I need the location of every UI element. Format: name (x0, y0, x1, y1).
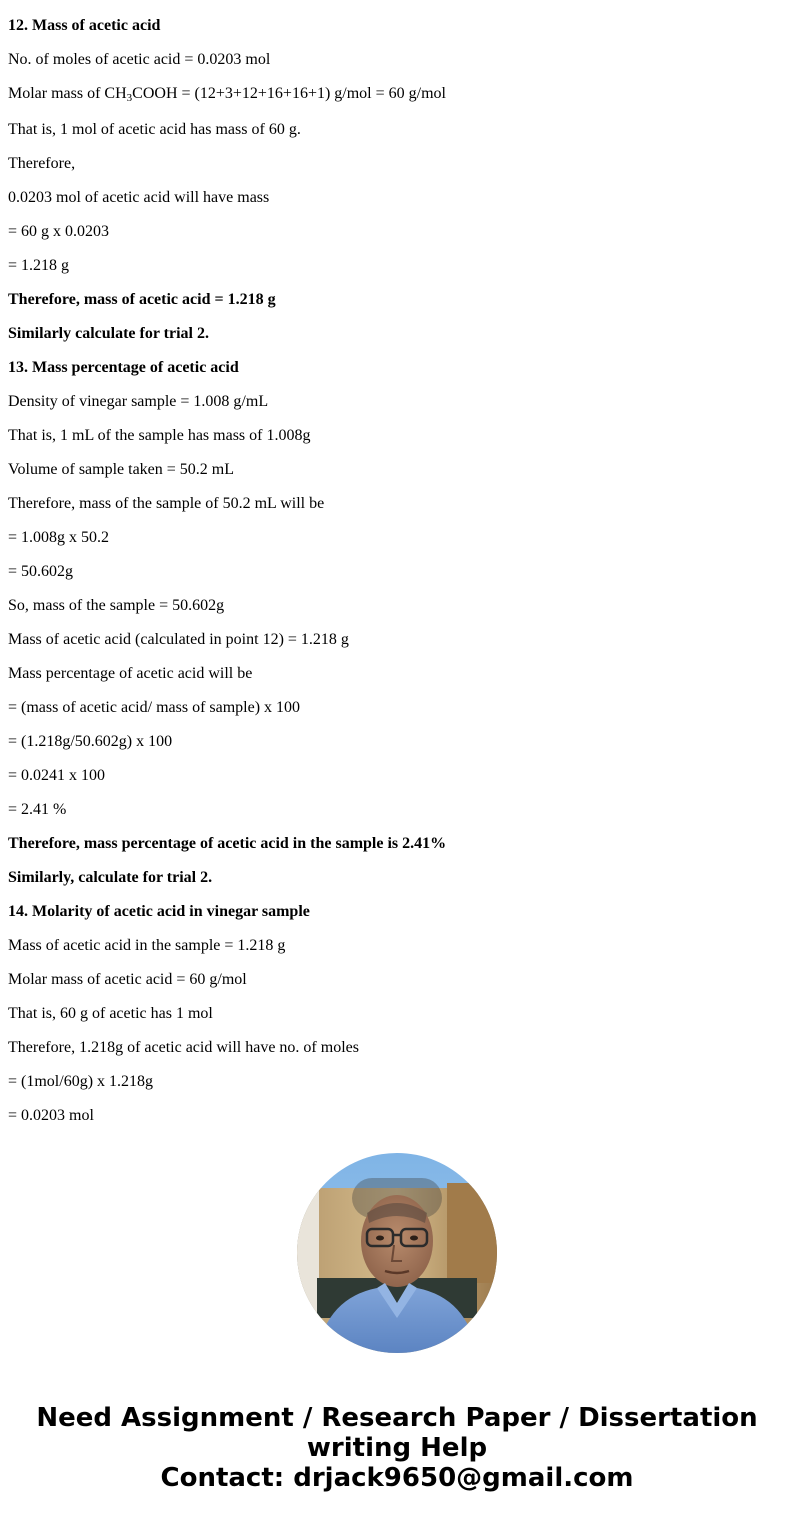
document-text-line: Therefore, 1.218g of acetic acid will have no. of moles (8, 1039, 359, 1056)
document-text-line: = 1.218 g (8, 257, 70, 274)
document-heading-line: Similarly calculate for trial 2. (8, 325, 209, 342)
document-text-line: Mass percentage of acetic acid will be (8, 665, 253, 682)
document-text-line: Molar mass of acetic acid = 60 g/mol (8, 971, 247, 988)
author-portrait-image (297, 1153, 497, 1353)
document-heading-line: 14. Molarity of acetic acid in vinegar sample (8, 903, 310, 920)
document-text-line: That is, 1 mL of the sample has mass of 1.008g (8, 427, 311, 444)
document-text-line: No. of moles of acetic acid = 0.0203 mol (8, 51, 271, 68)
document-heading-line: 13. Mass percentage of acetic acid (8, 359, 239, 376)
document-text-line: = 60 g x 0.0203 (8, 223, 110, 240)
document-text-line: That is, 1 mol of acetic acid has mass of 60 g. (8, 121, 301, 138)
document-heading-line: 12. Mass of acetic acid (8, 17, 161, 34)
document-body (8, 0, 788, 1123)
document-heading-line: Therefore, mass percentage of acetic acid in the sample is 2.41% (8, 835, 447, 852)
document-text-line: Density of vinegar sample = 1.008 g/mL (8, 393, 269, 410)
document-heading-line: Therefore, mass of acetic acid = 1.218 g (8, 291, 276, 308)
footer-line-1: Need Assignment / Research Paper / Dissertation (36, 1403, 758, 1433)
document-text-line: Therefore, (8, 155, 76, 172)
author-avatar (297, 1153, 497, 1353)
document-text-line: = 0.0241 x 100 (8, 767, 106, 784)
document-text-line: That is, 60 g of acetic has 1 mol (8, 1005, 213, 1022)
formula-text: COOH = (12+3+12+16+16+1) g/mol = 60 g/mol (132, 85, 446, 102)
footer-banner (0, 1403, 794, 1493)
document-heading-line (8, 0, 788, 1)
document-text-line: = (1.218g/50.602g) x 100 (8, 733, 173, 750)
document-heading-line: Similarly, calculate for trial 2. (8, 869, 213, 886)
document-text-line: Mass of acetic acid (calculated in point 12) = 1.218 g (8, 631, 349, 648)
document-text-line: = 1.008g x 50.2 (8, 529, 110, 546)
document-text-line: Therefore, mass of the sample of 50.2 mL will be (8, 495, 325, 512)
document-text-line: = 0.0203 mol (8, 1107, 94, 1123)
document-text-line: Volume of sample taken = 50.2 mL (8, 461, 235, 478)
document-text-line: 0.0203 mol of acetic acid will have mass (8, 189, 270, 206)
formula-subscript: 3 (126, 92, 133, 104)
document-text-line: = (mass of acetic acid/ mass of sample) x 100 (8, 699, 301, 716)
document-text-line: So, mass of the sample = 50.602g (8, 597, 225, 614)
document-text-line: Mass of acetic acid in the sample = 1.218 g (8, 937, 286, 954)
document-text-line: = 2.41 % (8, 801, 67, 818)
document-text-line (8, 83, 788, 105)
document-text-line: = 50.602g (8, 563, 74, 580)
footer-line-2: writing Help (306, 1433, 488, 1463)
formula-text: Molar mass of CH (8, 85, 127, 102)
document-text-line: = (1mol/60g) x 1.218g (8, 1073, 154, 1090)
footer-contact[interactable]: Contact: drjack9650@gmail.com (160, 1463, 634, 1493)
